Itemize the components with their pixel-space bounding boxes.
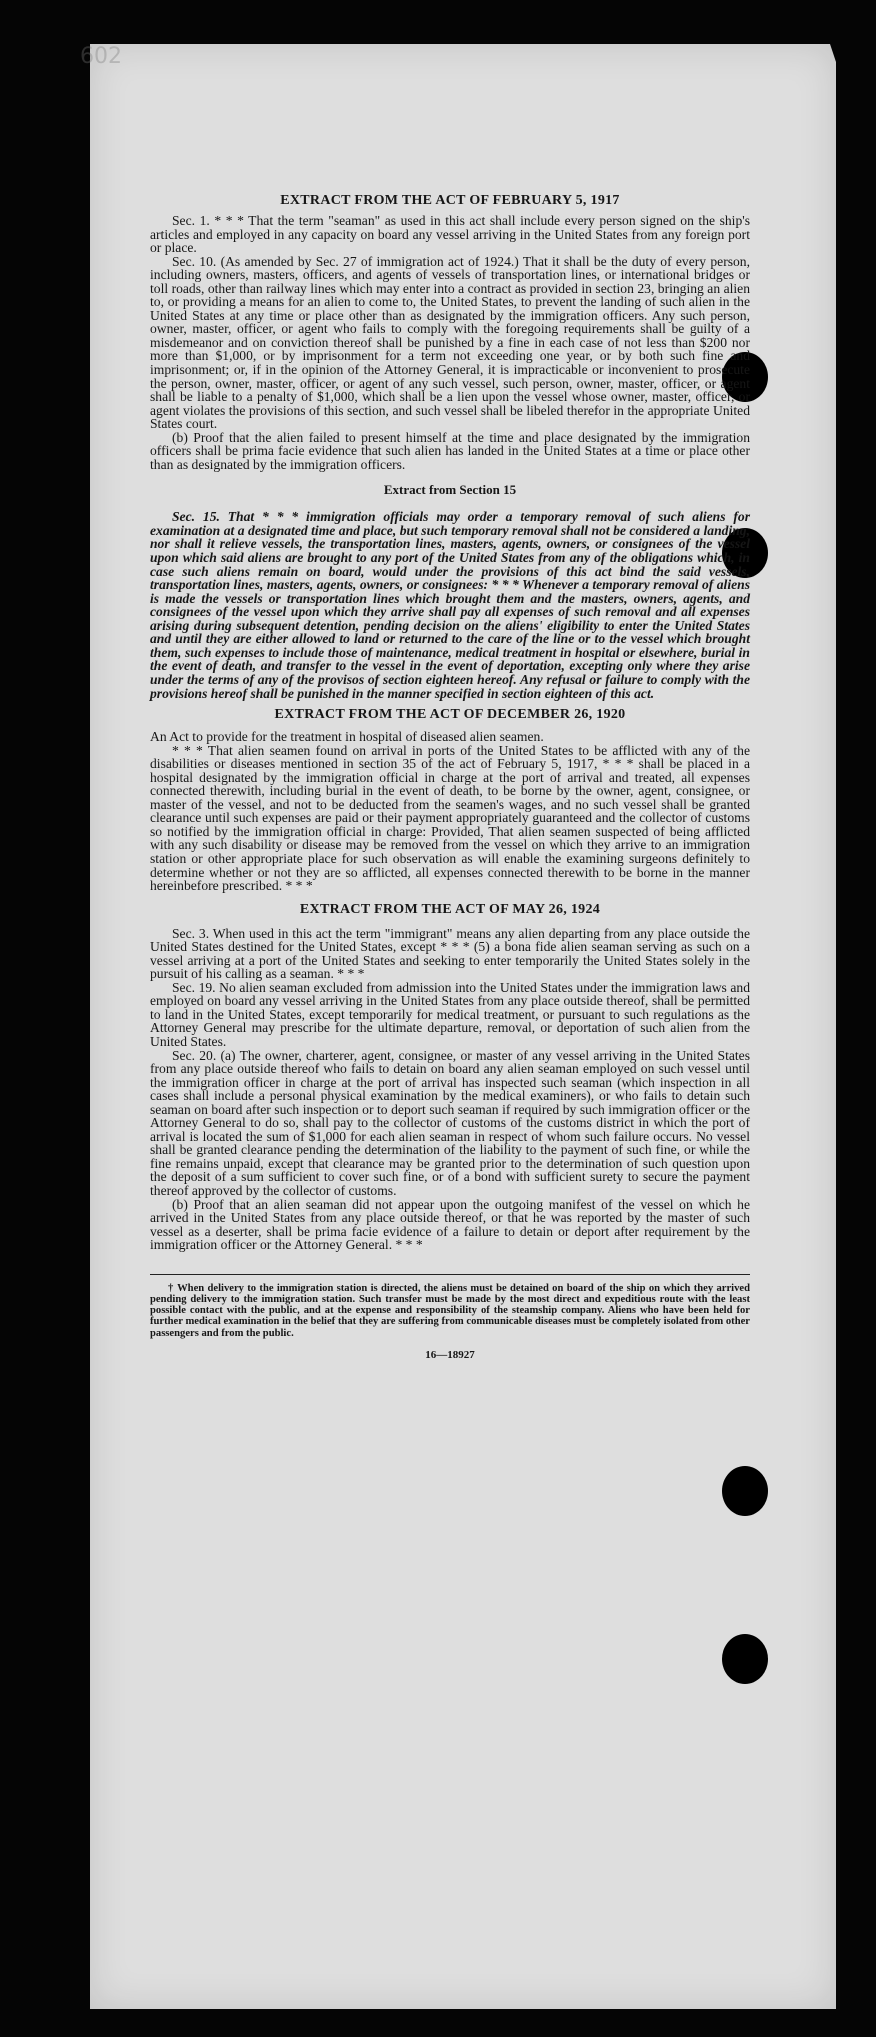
section-1-paragraph: Sec. 1. * * * That the term "seaman" as used in this act shall include every person signed on the ship's articles and employed in any capacity on board any vessel arriving in the United States from any foreign port or place. [150, 213, 750, 256]
heading-section-15: Extract from Section 15 [383, 482, 517, 498]
punch-hole [722, 1634, 768, 1684]
print-code: 16—18927 [425, 1348, 475, 1361]
footnote [150, 1283, 750, 1339]
act-1920-body: * * * That alien seamen found on arrival in ports of the United States to be afflicted with any of the disabilities or diseases mentioned in section 35 of the act of February 5, 1917, * * * shall be placed in a hospital designated by the immigration official in charge at the port of arrival and treated, all expenses connected therewith, including burial in the event of death, to be borne by the owner, agent, consignee, or master of the vessel, and not to be deducted from the seamen's wages, and no such vessel shall be granted clearance until such expenses are paid or their payment appropriately guaranteed and the collector of customs so notified by the immigration official in charge: Provided, That alien seamen suspected of being afflicted with any such disability or disease may be removed from the vessel on which they arrive to an immigration station or other appropriate place for such observation as will enable the examining surgeons definitely to determine whether or not they are so afflicted, all expenses connected therewith to be borne in the manner hereinbefore prescribed. * * * [150, 742, 750, 894]
section-3-paragraph: Sec. 3. When used in this act the term "immigrant" means any alien departing from any place outside the United States destined for the United States, except * * * (5) a bona fide alien seaman serving as such on a vessel arriving at a port of the United States and seeking to enter temporarily the United States solely in the pursuit of his calling as a seaman. * * * [150, 925, 750, 982]
heading-act-1924: EXTRACT FROM THE ACT OF MAY 26, 1924 [299, 901, 601, 917]
faint-page-stamp: 602 [80, 44, 122, 69]
document-body [150, 192, 750, 1362]
section-10b-paragraph: (b) Proof that the alien failed to present himself at the time and place designated by the immigration officers shall be prima facie evidence that such alien has landed in the United States at a time or place other than as designated by the immigration officers. [150, 429, 750, 472]
section-20b-paragraph: (b) Proof that an alien seaman did not appear upon the outgoing manifest of the vessel on which he arrived in the United States from any place outside thereof, or that he was reported by the master of such vessel as a deserter, shall be prima facie evidence of a failure to detain or deport after requirement by the immigration officer or the Attorney General. * * * [150, 1196, 750, 1253]
section-10-paragraph: Sec. 10. (As amended by Sec. 27 of immigration act of 1924.) That it shall be the duty of every person, including owners, masters, officers, and agents of vessels of transportation lines, or international bridges or toll roads, other than railway lines which may enter into a contract as provided in section 23, bringing an alien to, or providing a means for an alien to come to, the United States, to prevent the landing of such alien in the United States at any time or place other than as designated by the immigration officers. Any such person, owner, master, officer, or agent who fails to comply with the foregoing requirements shall be guilty of a misdemeanor and on conviction thereof shall be punished by a fine in each case of not less than $200 nor more than $1,000, or by imprisonment for a term not exceeding one year, or by both such fine and imprisonment; or, if in the opinion of the Attorney General, it is impracticable or inconvenient to prosecute the person, owner, master, officer, or agent of any such vessel, such person, owner, master, officer, or agent shall be liable to a penalty of $1,000, which shall be a lien upon the vessel whose owner, master, officer, or agent violates the provisions of this section, and such vessel shall be libeled therefor in the appropriate United States court. [150, 253, 750, 432]
section-20a-paragraph: Sec. 20. (a) The owner, charterer, agent, consignee, or master of any vessel arriving in the United States from any place outside thereof who fails to detain on board any alien seaman employed on such vessel until the immigration officer in charge at the port of arrival has inspected such seaman (which inspection in all cases shall include a personal physical examination by the medical examiners), or who fails to detain such seaman on board after such inspection or to deport such seaman if required by such immigration officer or the Attorney General to do so, shall pay to the collector of customs of the customs district in which the port of arrival is located the sum of $1,000 for each alien seaman in respect of whom such failure occurs. No vessel shall be granted clearance pending the determination of the liability to the payment of such fine, or while the fine remains unpaid, except that clearance may be granted prior to the determination of such question upon the deposit of a sum sufficient to cover such fine, or of a bond with sufficient surety to secure the payment thereof approved by the collector of customs. [150, 1047, 750, 1198]
section-19-paragraph: Sec. 19. No alien seaman excluded from admission into the United States under the immigration laws and employed on board any vessel arriving in the United States from any place outside thereof, shall be permitted to land in the United States, except temporarily for medical treatment, or pursuant to such regulations as the Attorney General may prescribe for the ultimate departure, removal, or deportation of such alien from the United States. [150, 979, 750, 1049]
act-1920-title: An Act to provide for the treatment in hospital of diseased alien seamen. [150, 729, 544, 745]
footnote-text: † When delivery to the immigration station is directed, the aliens must be detained on board of the ship on which they arrived pending delivery to the immigration station. Such transfer must be made by the most direct and expeditious route with the least possible contact with the public, and at the expense and responsibility of the steamship company. Aliens who have been held for further medical examination in the belief that they are suffering from communicable diseases must be completely isolated from other passengers and from the public. [150, 1282, 750, 1339]
section-15-paragraph: Sec. 15. That * * * immigration officials may order a temporary removal of such aliens for examination at a designated time and place, but such temporary removal shall not be considered a landing, nor shall it relieve vessels, the transportation lines, masters, agents, owners, or consignees of the vessel upon which said aliens are brought to any port of the United States from any of the obligations which, in case such aliens remain on board, would under the provisions of this act bind the said vessels, transportation lines, masters, agents, owners, or consignees: * * * Whenever a temporary removal of aliens is made the vessels or transportation lines which brought them and the masters, owners, agents, and consignees of the vessel upon which they arrive shall pay all expenses of such removal and all expenses arising during subsequent detention, pending decision on the aliens' eligibility to enter the United States and until they are either allowed to land or returned to the care of the line or to the vessel which brought them, such expenses to include those of maintenance, medical treatment in hospital or elsewhere, burial in the event of death, and transfer to the vessel in the event of deportation, excepting only where they arise under the terms of any of the provisos of section eighteen hereof. Any refusal or failure to comply with the provisions hereof shall be punished in the manner specified in section eighteen of this act. [150, 509, 750, 701]
heading-act-1917: EXTRACT FROM THE ACT OF FEBRUARY 5, 1917 [280, 193, 620, 208]
punch-hole [722, 1466, 768, 1516]
heading-act-1920: EXTRACT FROM THE ACT OF DECEMBER 26, 1920 [274, 707, 626, 723]
